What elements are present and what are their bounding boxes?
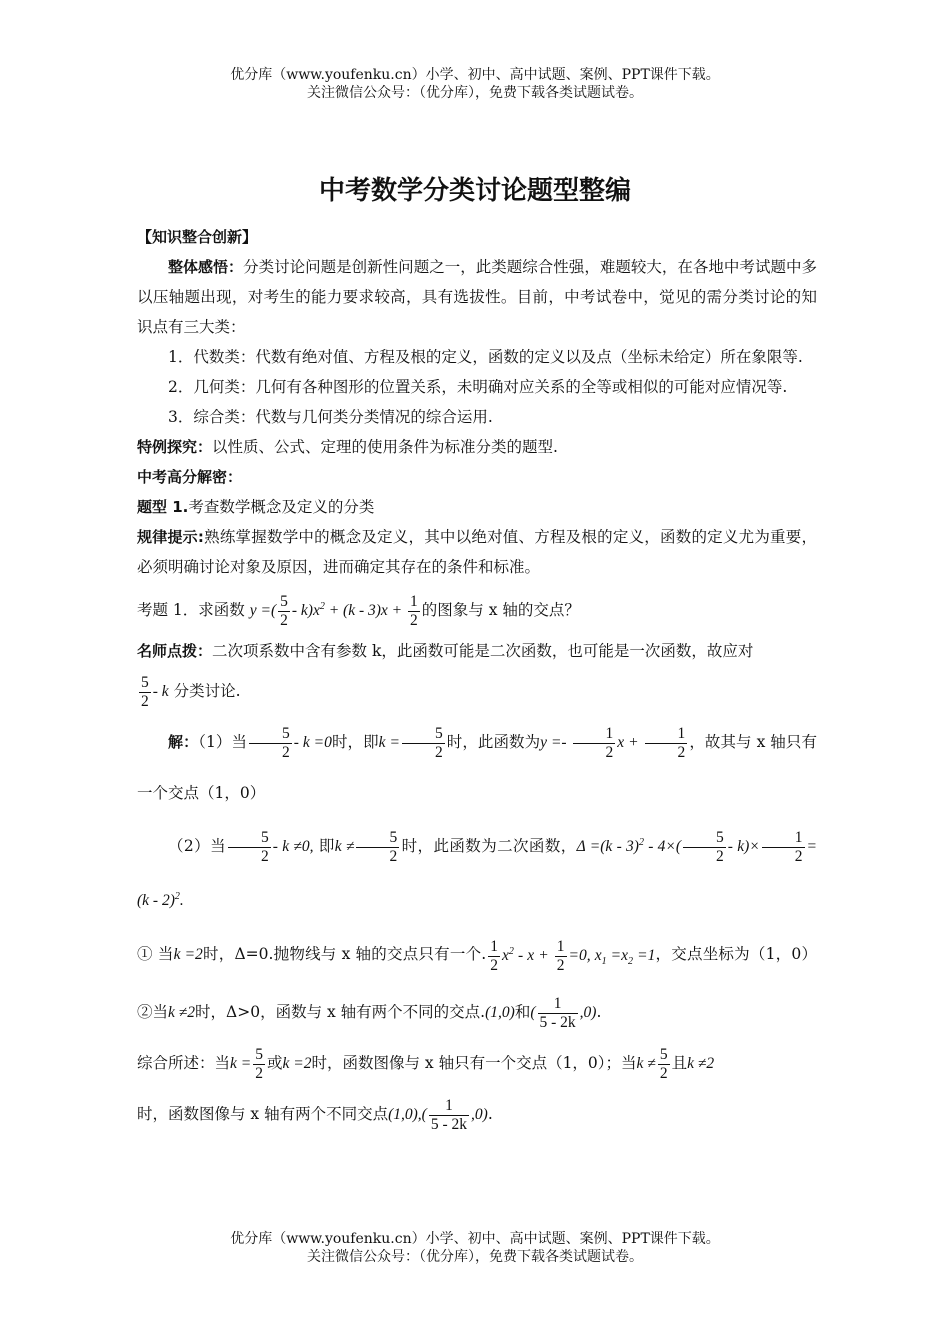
case2-a: （2）当 xyxy=(168,837,227,856)
header-line-2: 关注微信公众号：（优分库），免费下载各类试题试卷。 xyxy=(307,85,643,101)
highscore-label: 中考高分解密： xyxy=(137,468,243,486)
type1-text: 考查数学概念及定义的分类 xyxy=(188,498,375,516)
sub2-points: (1,0)和( $\frac{1}{5 - 2k}$ ,0) xyxy=(485,994,597,1031)
summary-tail: 时，函数图像与 x 轴有两个不同交点(1,0),( $\frac{1}{5 - 2k}$ ,0). xyxy=(137,1096,493,1133)
teacher-tip-tail xyxy=(137,666,817,717)
solution-case-1 xyxy=(137,717,817,818)
summary-k3: k ≠ $\frac{5}{2}$ xyxy=(636,1045,668,1082)
document-body xyxy=(137,222,817,1140)
problem-suffix: 的图象与 x 轴的交点？ xyxy=(421,601,580,620)
function-formula: y =( $\frac{5}{2}$ - $k)x^2 + (k - 3)x$ + $\frac{1}{2}$ xyxy=(249,593,418,630)
special-case xyxy=(137,432,817,462)
footer-line-2: 关注微信公众号：（优分库），免费下载各类试题试卷。 xyxy=(307,1249,643,1265)
tip-formula: $\frac{5}{2}$ - k xyxy=(141,674,169,711)
sub1-e: 和 xyxy=(514,1003,531,1021)
summary-points: (1,0),( $\frac{1}{5 - 2k}$ ,0) xyxy=(388,1096,488,1133)
special-label: 特例探究： xyxy=(137,438,213,456)
tip-label: 名师点拨： xyxy=(137,642,213,661)
page-header xyxy=(0,66,950,102)
special-text: 以性质、公式、定理的使用条件为标准分类的题型. xyxy=(212,438,558,456)
sub1-d: 时，Δ>0，函数与 x 轴有两个不同的交点. xyxy=(195,1002,486,1021)
case1-func: y =- $\frac{1}{2}$ x + $\frac{1}{2}$ xyxy=(540,725,686,762)
case2-b: 即 xyxy=(318,837,335,856)
summary-k2: k =2 xyxy=(282,1054,312,1072)
page-footer xyxy=(0,1230,950,1266)
case1-d: ，故其与 x 轴只有一个交点（1，0） xyxy=(137,733,817,803)
sub2-k: k ≠2 xyxy=(168,1003,196,1021)
intro-label: 整体感悟： xyxy=(168,258,244,276)
summary-a: 综合所述：当 xyxy=(137,1053,231,1072)
problem-prefix: 考题 1．求函数 xyxy=(137,601,245,620)
category-geometry: 2．几何类：几何有各种图形的位置关系，未明确对应关系的全等或相似的可能对应情况等. xyxy=(168,378,788,396)
summary-k4: k ≠2 xyxy=(687,1054,715,1072)
category-algebra: 1．代数类：代数有绝对值、方程及根的定义，函数的定义以及点（坐标未给定）所在象限等. xyxy=(168,348,803,366)
summary-c: 时，函数图像与 x 轴只有一个交点（1，0）；当 xyxy=(311,1053,637,1072)
discriminant: Δ =(k - 3)$^2$ - 4×( $\frac{5}{2}$ - k)× $\frac{1}{2}$ =(k - 2)$^2$. xyxy=(137,829,817,910)
footer-line-1: 优分库（www.youfenku.cn）小学、初中、高中试题、案例、PPT课件下载。 xyxy=(230,1231,720,1247)
page-title: 中考数学分类讨论题型整编 xyxy=(318,176,631,206)
summary-b: 或 xyxy=(266,1053,283,1072)
category-combined: 3．综合类：代数与几何类分类情况的综合运用. xyxy=(168,408,493,426)
case2-k: k ≠ $\frac{5}{2}$ xyxy=(334,829,398,866)
summary-k1: k = $\frac{5}{2}$ xyxy=(230,1045,263,1082)
section-label: 【知识整合创新】 xyxy=(137,228,258,246)
case1-b: 时，即 xyxy=(331,733,379,752)
intro-paragraph xyxy=(137,252,817,342)
case1-k: k = $\frac{5}{2}$ xyxy=(378,725,443,762)
sub1-k: k =2 xyxy=(173,946,203,964)
teacher-tip xyxy=(137,636,817,666)
sub1-c: ，交点坐标为（1，0）②当 xyxy=(137,945,817,1021)
case1-cond: $\frac{5}{2}$ - k =0 xyxy=(247,734,332,751)
tip-tail: 分类讨论. xyxy=(173,682,241,701)
case1-c: 时，此函数为 xyxy=(446,733,541,752)
intro-text: 分类讨论问题是创新性问题之一，此类题综合性强，难题较大，在各地中考试题中多以压轴题出现，对考生的能力要求较高，具有选拔性。目前，中考试卷中，觉见的需分类讨论的知识点有三大类： xyxy=(137,258,817,336)
case2-cond: $\frac{5}{2}$ - k ≠0, xyxy=(226,838,314,855)
solution-label: 解： xyxy=(168,733,199,752)
case1-a: （1）当 xyxy=(198,733,248,752)
sub1-a: ① 当 xyxy=(137,945,174,964)
summary-d: 且 xyxy=(671,1053,688,1072)
type1-label: 题型 1. xyxy=(137,498,189,516)
problem-1 xyxy=(137,582,817,636)
case2-c: 时，此函数为二次函数， xyxy=(401,837,577,856)
solution-subcase: ① 当k =2时，Δ=0.抛物线与 x 轴的交点只有一个. $\frac{1}{2}$ $x^2$ - x + $\frac{1}{2}$ =0, $x_1 =x_2 =1$，交点坐标为（1，0）②当k ≠2时，Δ>0，函数与 x 轴有两个不同的交点.(1,0)和( $\frac{1}{5 - 2k}$ ,0). xyxy=(137,937,817,1031)
rule-text: 熟练掌握数学中的概念及定义，其中以绝对值、方程及根的定义，函数的定义尤为重要，必须明确讨论对象及原因，进而确定其存在的条件和标准。 xyxy=(137,528,817,576)
rule-label: 规律提示: xyxy=(137,528,204,546)
header-line-1: 优分库（www.youfenku.cn）小学、初中、高中试题、案例、PPT课件下载。 xyxy=(230,67,720,83)
summary-e: 时，函数图像与 x 轴有两个不同交点 xyxy=(137,1104,389,1123)
sub1-b: 时，Δ=0.抛物线与 x 轴的交点只有一个. xyxy=(202,945,487,964)
type1-heading xyxy=(137,492,817,522)
tip-text: 二次项系数中含有参数 k，此函数可能是二次函数，也可能是一次函数，故应对 xyxy=(212,642,754,661)
solution-case-2 xyxy=(137,818,817,926)
sub1-equation: $\frac{1}{2}$ $x^2$ - x + $\frac{1}{2}$ =0, $x_1 =x_2 =1$ xyxy=(490,937,656,974)
rule-hint xyxy=(137,522,817,582)
summary xyxy=(137,1038,817,1089)
